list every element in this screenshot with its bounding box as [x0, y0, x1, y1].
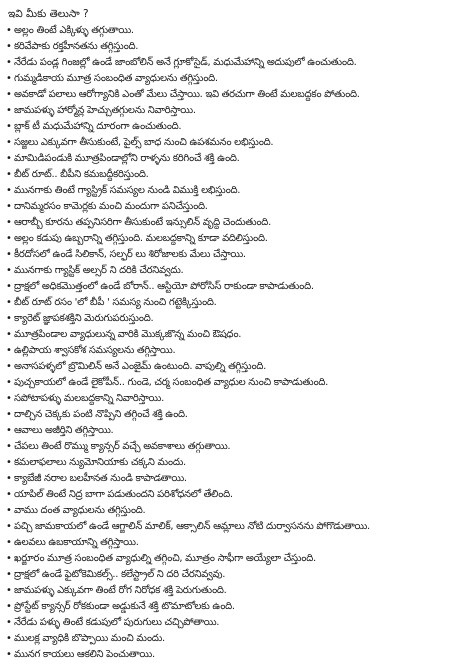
list-item	[6, 536, 472, 552]
list-item	[6, 232, 472, 248]
tip-text: మూత్రపిండాల వ్యాధులున్న వారికి మొక్కజొన్న మంచి ఔషధం.	[14, 329, 242, 340]
bullet-icon: •	[6, 505, 12, 516]
tip-text: మునగ కాయలు ఆకలిని పెంచుతాయి.	[14, 649, 155, 660]
list-item	[6, 408, 472, 424]
bullet-icon: •	[6, 425, 12, 436]
tip-text: బ్లాక్ టీ మధుమేహాన్ని దూరంగా ఉంచుతుంది.	[14, 121, 182, 132]
list-item	[6, 472, 472, 488]
bullet-icon: •	[6, 185, 12, 196]
tip-text: ద్రాక్షలో ఉండే ఫైటోకెమికల్స్.. కలేస్ట్రాల్ ని దరి చేరనివ్వవు.	[14, 569, 226, 580]
bullet-icon: •	[6, 521, 12, 532]
tip-text: జామపళ్ళు ఎక్కువగా తింటే రోగ నిరోధక శక్తి పెరుగుతుంది.	[14, 585, 227, 596]
bullet-icon: •	[6, 217, 12, 228]
list-item	[6, 248, 472, 264]
list-item	[6, 552, 472, 568]
tip-text: దానిమ్మరసం కామెర్లకు మంచి మందుగా పనిచేస్తుంది.	[14, 201, 208, 212]
tip-text: సపోటాపళ్ళు మలబద్ధకాన్ని నివారిస్తాయి.	[14, 393, 164, 404]
list-item	[6, 344, 472, 360]
list-item	[6, 168, 472, 184]
tip-text: దాల్చిన చెక్కకు పంటి నొప్పిని తగ్గించే శక్తి ఉంది.	[14, 409, 188, 420]
list-item	[6, 520, 472, 536]
list-item	[6, 504, 472, 520]
tip-text: ఖర్జూరం మూత్ర సంబంధిత వ్యాధుల్ని తగ్గించి, మూత్రం సాఫీగా అయ్యేలా చేస్తుంది.	[14, 553, 316, 564]
tip-text: బీట్ రూట్ రసం 'లో బీపీ ' సమస్య నుంచి గట్టెక్కిస్తుంది.	[14, 297, 217, 308]
tip-text: ఆరాబ్బీ కూరను తప్పనిసరిగా తీసుకుంటే ఇన్సులిన్ వృద్ధి చెందుతుంది.	[14, 217, 271, 228]
bullet-icon: •	[6, 409, 12, 420]
bullet-icon: •	[6, 89, 12, 100]
bullet-icon: •	[6, 361, 12, 372]
tip-text: అనాసపళ్ళలో బ్రొమిలిన్ అనే ఎంజైమ్ ఉంటుంది. వాపుల్ని తగ్గిస్తుంది.	[14, 361, 266, 372]
tip-text: మునగాకు తింటే గ్యాస్ట్రిక్ సమస్యల నుండి విముక్తి లభిస్తుంది.	[14, 185, 241, 196]
list-item	[6, 440, 472, 456]
bullet-icon: •	[6, 473, 12, 484]
bullet-icon: •	[6, 617, 12, 628]
bullet-icon: •	[6, 281, 12, 292]
tip-text: పుచ్చకాయలో ఉండే లైకోపీన్.. గుండె, చర్మ సంబంధిత వ్యాధుల నుంచి కాపాడుతుంది.	[14, 377, 329, 388]
list-item	[6, 456, 472, 472]
list-item	[6, 648, 472, 664]
tip-text: ప్రోస్టేట్ క్యాన్సర్ రోకకుండా అడ్డుకునే శక్తి టొమాటోలకు ఉంది.	[14, 601, 235, 612]
bullet-icon: •	[6, 121, 12, 132]
tip-text: కరివేపాకు రక్తహీనతను తగ్గిస్తుంది.	[14, 41, 139, 52]
list-item	[6, 216, 472, 232]
list-item	[6, 280, 472, 296]
tip-text: మునగాకు గ్యాస్టిక్ అల్సర్ ని దరికి చేరనివ్వదు.	[14, 265, 184, 276]
bullet-icon: •	[6, 649, 12, 660]
bullet-icon: •	[6, 313, 12, 324]
list-item	[6, 184, 472, 200]
page-title: ఇవి మీకు తెలుసా ?	[8, 8, 89, 20]
tip-text: ఉలవలు ఉబకాయాన్ని తగ్గిస్తాయి.	[14, 537, 139, 548]
tip-text: ములక్ల వ్యాధికి బొప్పాయి మంచి మందు.	[14, 633, 165, 644]
tip-text: నేరేడు పళ్ళు తింటే కడుపులో పురుగులు చచ్చిపోతాయి.	[14, 617, 220, 628]
bullet-icon: •	[6, 153, 12, 164]
bullet-icon: •	[6, 105, 12, 116]
bullet-icon: •	[6, 249, 12, 260]
list-item	[6, 88, 472, 104]
list-item	[6, 392, 472, 408]
tips-list	[6, 24, 472, 664]
bullet-icon: •	[6, 345, 12, 356]
tip-text: కమలాఫలాలు న్యుమోనియాకు చక్కని మందు.	[14, 457, 186, 468]
list-item	[6, 40, 472, 56]
list-item	[6, 264, 472, 280]
list-item	[6, 120, 472, 136]
bullet-icon: •	[6, 57, 12, 68]
bullet-icon: •	[6, 169, 12, 180]
bullet-icon: •	[6, 377, 12, 388]
bullet-icon: •	[6, 393, 12, 404]
bullet-icon: •	[6, 73, 12, 84]
list-item	[6, 600, 472, 616]
tip-text: అవకాడో పలాలు ఆరోగ్యానికి ఎంతో మేలు చేస్తాయి. ఇవి తరచుగా తింటే మలబద్ధకం పోతుంది.	[14, 89, 360, 100]
bullet-icon: •	[6, 585, 12, 596]
bullet-icon: •	[6, 601, 12, 612]
list-item	[6, 568, 472, 584]
tip-text: నేరేడు పండ్ల గింజల్లో ఉండే జాంబోలిన్ అనే గ్లూకోసైడ్, మధుమేహాన్ని అదుపులో ఉంచుతుంది.	[14, 57, 357, 68]
tip-text: కీరదోసలో ఉండే సిలికాన్, సల్ఫర్ లు శిరోజాలకు మేలు చేస్తాయి.	[14, 249, 246, 260]
bullet-icon: •	[6, 553, 12, 564]
tip-text: బీట్ రూట్.. బీపీని కమబద్ధీకరిస్తుంది.	[14, 169, 149, 180]
bullet-icon: •	[6, 265, 12, 276]
list-item	[6, 632, 472, 648]
list-item	[6, 104, 472, 120]
list-item	[6, 72, 472, 88]
tip-text: ఆవాలు అజీర్తిని తగ్గిస్తాయి.	[14, 425, 114, 436]
list-item	[6, 152, 472, 168]
tip-text: అల్లం తింటే ఎక్కిళ్ళు తగ్గుతాయి.	[14, 25, 134, 36]
list-item	[6, 56, 472, 72]
tip-text: మామిడిపండుకి మూత్రపిండాల్లోని రాళ్ళను కరిగించే శక్తి ఉంది.	[14, 153, 240, 164]
tip-text: గుమ్మడికాయ మూత్ర సంబంధిత వ్యాధులను తగ్గిస్తుంది.	[14, 73, 218, 84]
tip-text: క్యారెట్ జ్ఞాపకశక్తిని మెరుగుపరుస్తుంది.	[14, 313, 154, 324]
list-item	[6, 328, 472, 344]
bullet-icon: •	[6, 201, 12, 212]
tip-text: క్యాబేజీ నరాల బలహీనత నుండి కాపాడతాయి.	[14, 473, 187, 484]
list-item	[6, 312, 472, 328]
bullet-icon: •	[6, 137, 12, 148]
bullet-icon: •	[6, 25, 12, 36]
bullet-icon: •	[6, 233, 12, 244]
bullet-icon: •	[6, 537, 12, 548]
bullet-icon: •	[6, 633, 12, 644]
tip-text: సజ్జలు ఎక్కువగా తీసుకుంటే, పైల్స్ బాధ నుంచి ఉపశమనం లభిస్తుంది.	[14, 137, 274, 148]
list-item	[6, 200, 472, 216]
list-item	[6, 24, 472, 40]
bullet-icon: •	[6, 329, 12, 340]
tip-text: అల్లం కడుపు ఉబ్బరాన్ని తగ్గిస్తుంది. మలబద్ధకాన్ని కూడా వదిలిస్తుంది.	[14, 233, 268, 244]
list-item	[6, 296, 472, 312]
bullet-icon: •	[6, 41, 12, 52]
list-item	[6, 584, 472, 600]
tip-text: యాపిల్ తింటే నిద్ర బాగా పడుతుందని పరిశోధనలో తేలింది.	[14, 489, 233, 500]
list-item	[6, 360, 472, 376]
bullet-icon: •	[6, 441, 12, 452]
list-item	[6, 488, 472, 504]
tip-text: ద్రాక్షలో అధికమొత్తంలో ఉండే బోరాన్.. ఆస్టియో పోరోసిస్ రాకుండా కాపాడుతుంది.	[14, 281, 314, 292]
tip-text: జామపళ్ళు హార్మోన్ల హెచ్చుతగ్గులను నివారిస్తాయి.	[14, 105, 196, 116]
tip-text: వాము దంత వ్యాధులను తగ్గిస్తుంది.	[14, 505, 146, 516]
bullet-icon: •	[6, 297, 12, 308]
bullet-icon: •	[6, 489, 12, 500]
bullet-icon: •	[6, 569, 12, 580]
tip-text: పచ్చి జామకాయలో ఉండే ఆగ్జాలిన్ మాలిక్, ఆక్సాలిన్ ఆమ్లాలు నోటి దుర్వాసనను పోగొడుతాయి.	[14, 521, 370, 532]
list-item	[6, 136, 472, 152]
tip-text: చేపలు తింటే రొమ్ము క్యాన్సర్ వచ్చే అవకాశాలు తగ్గుతాయి.	[14, 441, 231, 452]
list-item	[6, 616, 472, 632]
bullet-icon: •	[6, 457, 12, 468]
tip-text: ఉల్లిపాయ శ్వాసకోశ సమస్యలను తగ్గిస్తాయి.	[14, 345, 176, 356]
list-item	[6, 424, 472, 440]
list-item	[6, 376, 472, 392]
